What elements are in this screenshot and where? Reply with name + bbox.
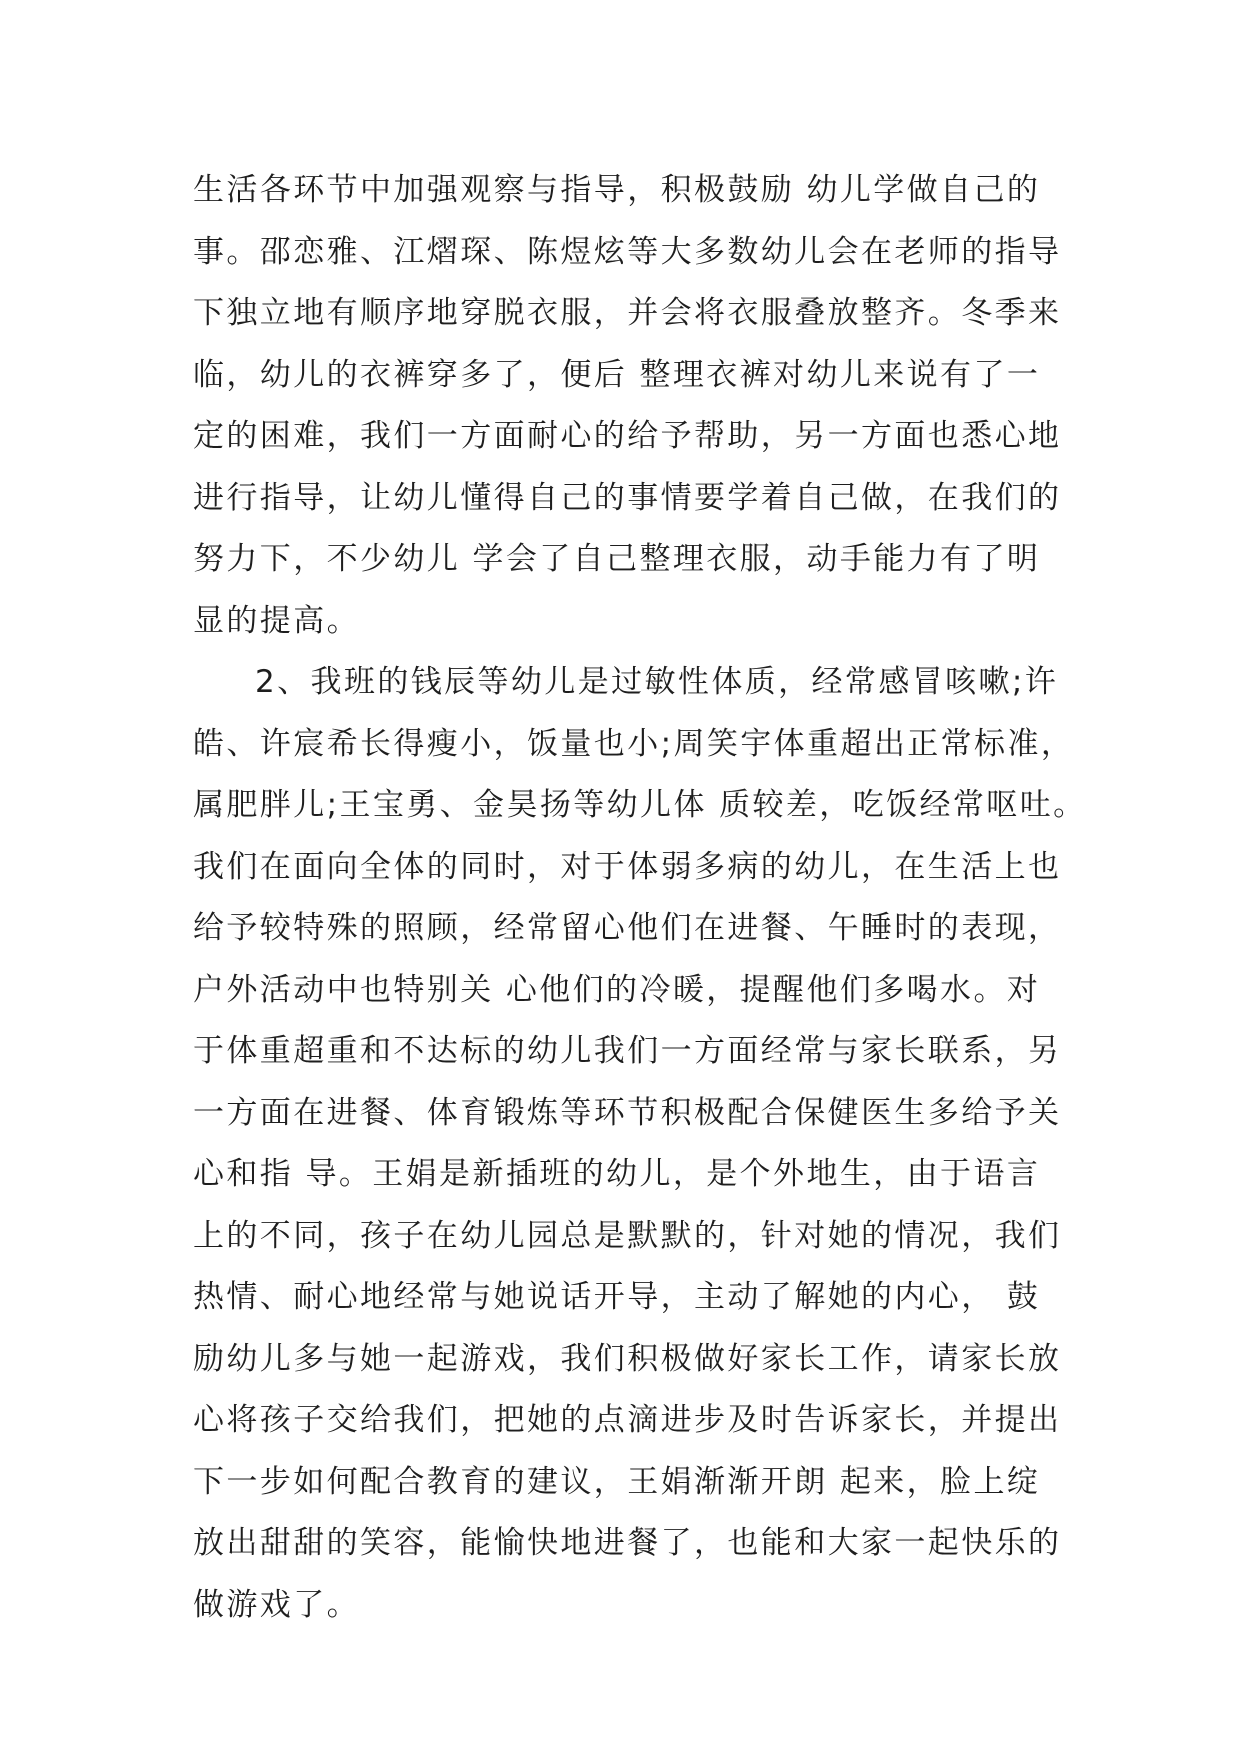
text-line: 下独立地有顺序地穿脱衣服，并会将衣服叠放整齐。冬季来 — [193, 295, 1062, 331]
text-line: 定的困难，我们一方面耐心的给予帮助，另一方面也悉心地 — [193, 418, 1062, 454]
text-line: 励幼儿多与她一起游戏，我们积极做好家长工作，请家长放 — [193, 1340, 1062, 1377]
text-line: 放出甜甜的笑容，能愉快地进餐了，也能和大家一起快乐的 — [193, 1525, 1062, 1561]
text-line: 给予较特殊的照顾，经常留心他们在进餐、午睡时的表现， — [193, 910, 1062, 946]
text-line: 心将孩子交给我们，把她的点滴进步及时告诉家长，并提出 — [193, 1402, 1062, 1438]
paragraph-2 — [193, 652, 1087, 1636]
text-line: 做游戏了。 — [193, 1586, 360, 1623]
text-line: 属肥胖儿;王宝勇、金昊扬等幼儿体 质较差，吃饭经常呕吐。 — [193, 787, 1087, 823]
text-line: 上的不同，孩子在幼儿园总是默默的，针对她的情况，我们 — [193, 1217, 1062, 1254]
text-line: 于体重超重和不达标的幼儿我们一方面经常与家长联系，另 — [193, 1033, 1062, 1069]
text-line: 心和指 导。王娟是新插班的幼儿，是个外地生，由于语言 — [193, 1156, 1041, 1192]
document-body — [193, 160, 1087, 1636]
text-line: 皓、许宸希长得瘦小，饭量也小;周笑宇体重超出正常标准， — [193, 725, 1075, 762]
text-line: 我们在面向全体的同时，对于体弱多病的幼儿，在生活上也 — [193, 848, 1062, 885]
text-line: 临，幼儿的衣裤穿多了，便后 整理衣裤对幼儿来说有了一 — [193, 356, 1041, 393]
text-line: 生活各环节中加强观察与指导，积极鼓励 幼儿学做自己的 — [193, 172, 1041, 208]
paragraph-1 — [193, 160, 1062, 652]
text-line: 2、我班的钱辰等幼儿是过敏性体质，经常感冒咳嗽;许 — [255, 664, 1059, 700]
text-line: 努力下，不少幼儿 学会了自己整理衣服，动手能力有了明 — [193, 541, 1041, 577]
text-line: 一方面在进餐、体育锻炼等环节积极配合保健医生多给予关 — [193, 1094, 1062, 1131]
text-line: 热情、耐心地经常与她说话开导，主动了解她的内心， 鼓 — [193, 1279, 1041, 1315]
text-line: 显的提高。 — [193, 602, 360, 639]
text-line: 事。邵恋雅、江熠琛、陈煜炫等大多数幼儿会在老师的指导 — [193, 233, 1062, 270]
text-line: 户外活动中也特别关 心他们的冷暖，提醒他们多喝水。对 — [193, 971, 1041, 1008]
text-line: 进行指导，让幼儿懂得自己的事情要学着自己做，在我们的 — [193, 479, 1062, 516]
text-line: 下一步如何配合教育的建议，王娟渐渐开朗 起来，脸上绽 — [193, 1463, 1041, 1500]
